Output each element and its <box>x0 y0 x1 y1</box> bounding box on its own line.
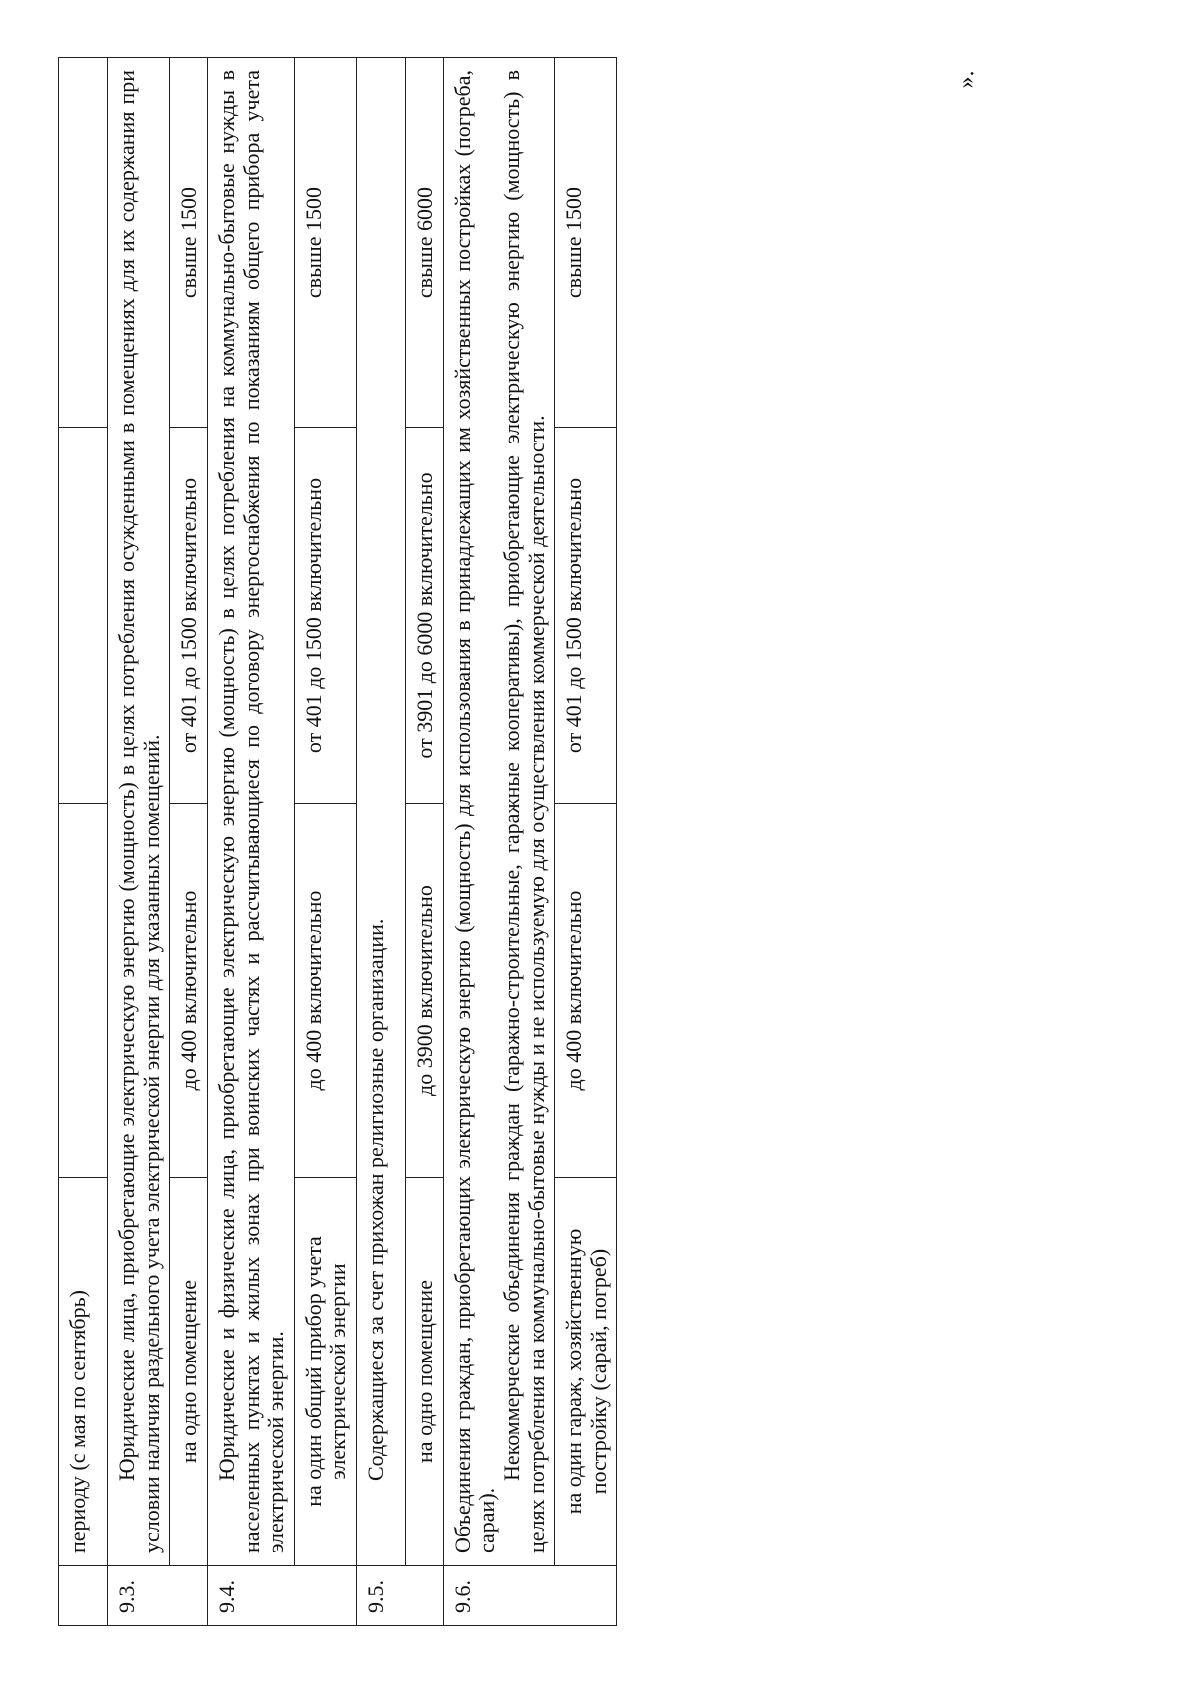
value-cell: свыше 6000 <box>406 58 444 428</box>
row-number-cell: 9.4. <box>207 1566 356 1626</box>
tariff-table <box>58 57 617 1626</box>
value-cell: от 401 до 1500 включительно <box>555 428 617 804</box>
section-title-cell <box>108 58 170 1566</box>
row-label-cell: на один гараж, хозяйственную постройку (сарай, погреб) <box>555 1178 617 1566</box>
value-cell: до 400 включительно <box>170 804 208 1178</box>
section-title-row <box>443 58 555 1626</box>
table-row <box>294 58 356 1626</box>
section-title-cell <box>357 58 406 1566</box>
value-cell: свыше 1500 <box>170 58 208 428</box>
section-title-text: Юридические и физические лица, приобретающие электрическую энергию (мощность) в целях потребления на коммунально-бытовые нужды в населенных пунктах и жилых зонах при воинских частях и рассчитывающиеся по договору энергоснабжения по показаниям общего прибора учета электрической энергии. <box>213 70 289 1553</box>
row-number-cell: 9.6. <box>443 1566 617 1626</box>
section-title-row <box>207 58 294 1626</box>
section-title-row <box>357 58 406 1626</box>
row-number-cell <box>59 1566 108 1626</box>
section-title-text: Юридические лица, приобретающие электрическую энергию (мощность) в целях потребления осужденными в помещениях для их содержания при условии наличия раздельного учета электрической энергии для указанных помещений. <box>114 70 164 1553</box>
row-number-cell: 9.3. <box>108 1566 208 1626</box>
continuation-cell: периоду (с мая по сентябрь) <box>59 1178 108 1566</box>
section-subtitle-text: Некоммерческие объединения граждан (гаражно-строительные, гаражные кооперативы), приобретающие электрическую энергию (мощность) в целях потребления на коммунально-бытовые нужды и не используемую для осуществления коммерческой деятельности. <box>498 70 549 1553</box>
value-cell: свыше 1500 <box>294 58 356 428</box>
section-title-cell <box>443 58 555 1566</box>
table-row <box>406 58 444 1626</box>
row-label-cell: на один общий прибор учета электрической энергии <box>294 1178 356 1566</box>
table-row <box>59 58 108 1626</box>
value-cell: до 3900 включительно <box>406 804 444 1178</box>
rotated-content <box>58 58 617 1626</box>
section-title-row <box>108 58 170 1626</box>
section-title-text: Содержащиеся за счет прихожан религиозные организации. <box>363 918 388 1481</box>
table-row <box>555 58 617 1626</box>
table-row <box>170 58 208 1626</box>
row-label-cell: на одно помещение <box>170 1178 208 1566</box>
empty-cell <box>59 58 108 428</box>
closing-quote-mark: ». <box>953 70 980 89</box>
empty-cell <box>59 804 108 1178</box>
empty-cell <box>59 428 108 804</box>
value-cell: от 3901 до 6000 включительно <box>406 428 444 804</box>
value-cell: до 400 включительно <box>555 804 617 1178</box>
row-number-cell: 9.5. <box>357 1566 444 1626</box>
value-cell: от 401 до 1500 включительно <box>170 428 208 804</box>
row-label-cell: на одно помещение <box>406 1178 444 1566</box>
value-cell: от 401 до 1500 включительно <box>294 428 356 804</box>
section-title-text: Объединения граждан, приобретающих электрическую энергию (мощность) для использования в принадлежащих им хозяйственных постройках (погреба, сараи). <box>449 70 500 1553</box>
section-title-cell <box>207 58 294 1566</box>
value-cell: свыше 1500 <box>555 58 617 428</box>
value-cell: до 400 включительно <box>294 804 356 1178</box>
